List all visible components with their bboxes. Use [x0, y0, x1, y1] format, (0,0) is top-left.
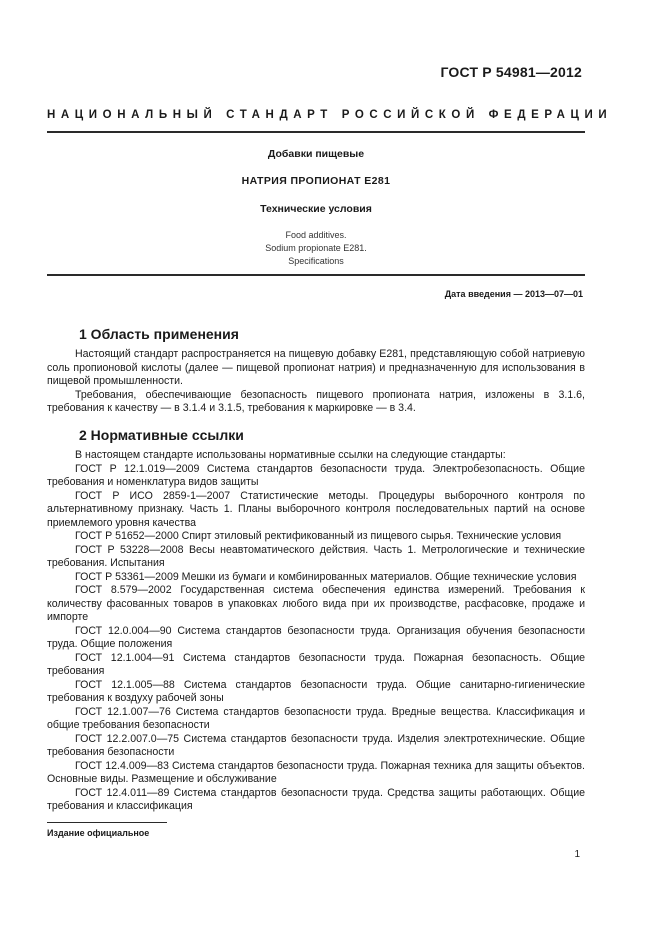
page-number: 1 — [574, 849, 580, 860]
document-title: НАТРИЯ ПРОПИОНАТ Е281 — [241, 175, 391, 187]
footer-divider — [47, 822, 167, 823]
gost-number: ГОСТ Р 54981—2012 — [440, 64, 582, 80]
english-line: Food additives. — [285, 230, 347, 240]
reference-item: ГОСТ Р 12.1.019—2009 Система стандартов безопасности труда. Электробезопасность. Общие требования и номенклатура видов защиты — [47, 462, 585, 488]
section-2-body — [0, 449, 585, 814]
paragraph: Настоящий стандарт распространяется на пищевую добавку Е281, представляющую собой натриевую соль пропионовой кислоты (далее — пищевой пропионат натрия) и предназначенную для использования в пищевой промышленности. — [47, 348, 585, 387]
national-standard-banner: НАЦИОНАЛЬНЫЙ СТАНДАРТ РОССИЙСКОЙ ФЕДЕРАЦИИ — [47, 109, 613, 121]
reference-item: ГОСТ 12.4.009—83 Система стандартов безопасности труда. Пожарная техника для защиты объектов. Основные виды. Размещение и обслуживание — [47, 759, 585, 785]
paragraph: Требования, обеспечивающие безопасность пищевого пропионата натрия, изложены в 3.1.6, требования к качеству — в 3.1.4 и 3.1.5, требования к маркировке — в 3.4. — [47, 388, 585, 414]
technical-conditions: Технические условия — [260, 203, 372, 215]
section-2-heading: 2 Нормативные ссылки — [79, 427, 244, 443]
reference-item: ГОСТ 12.1.004—91 Система стандартов безопасности труда. Пожарная безопасность. Общие требования — [47, 651, 585, 677]
english-title — [47, 229, 585, 268]
reference-item: ГОСТ 8.579—2002 Государственная система обеспечения единства измерений. Требования к количеству фасованных товаров в упаковках любого вида при их производстве, расфасовке, продаже и импорте — [47, 584, 585, 623]
reference-item: ГОСТ 12.1.005—88 Система стандартов безопасности труда. Общие санитарно-гигиенические требования к воздуху рабочей зоны — [47, 678, 585, 704]
reference-item: В настоящем стандарте использованы нормативные ссылки на следующие стандарты: — [75, 449, 506, 461]
section-1-heading: 1 Область применения — [79, 326, 239, 342]
reference-item: ГОСТ Р 51652—2000 Спирт этиловый ректификованный из пищевого сырья. Технические условия — [75, 530, 562, 542]
english-line: Sodium propionate E281. — [265, 243, 367, 253]
official-edition: Издание официальное — [47, 828, 150, 838]
section-1-body — [0, 348, 585, 416]
reference-item: ГОСТ Р ИСО 2859-1—2007 Статистические методы. Процедуры выборочного контроля по альтернативному признаку. Часть 1. Планы выборочного контроля последовательных партий на основе приемлемого уровня качества — [47, 489, 585, 529]
reference-item: ГОСТ Р 53228—2008 Весы неавтоматического действия. Часть 1. Метрологические и технические требования. Испытания — [47, 543, 585, 569]
reference-item: ГОСТ 12.0.004—90 Система стандартов безопасности труда. Организация обучения безопасности труда. Общие положения — [47, 624, 585, 650]
reference-item: ГОСТ 12.2.007.0—75 Система стандартов безопасности труда. Изделия электротехнические. Общие требования безопасности — [47, 732, 585, 758]
reference-item: ГОСТ Р 53361—2009 Мешки из бумаги и комбинированных материалов. Общие технические условия — [75, 570, 577, 583]
reference-item: ГОСТ 12.4.011—89 Система стандартов безопасности труда. Средства защиты работающих. Общие требования и классификация — [47, 786, 585, 812]
introduction-date: Дата введения — 2013—07—01 — [444, 289, 583, 299]
english-line: Specifications — [288, 256, 344, 266]
document-subtitle: Добавки пищевые — [267, 148, 365, 160]
reference-item: ГОСТ 12.1.007—76 Система стандартов безопасности труда. Вредные вещества. Классификация и общие требования безопасности — [47, 705, 585, 731]
bottom-divider — [47, 274, 585, 276]
top-divider — [47, 131, 585, 133]
